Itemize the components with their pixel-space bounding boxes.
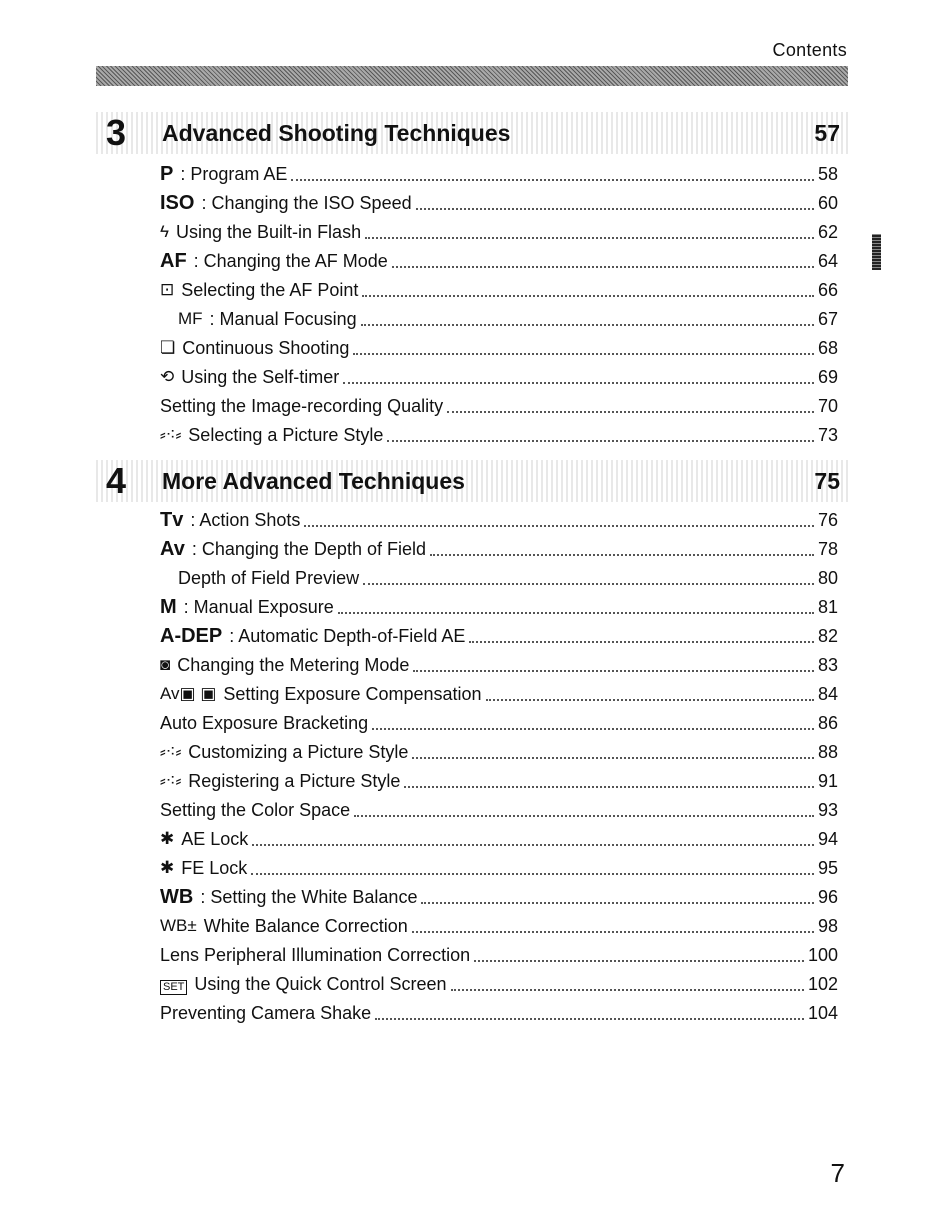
chapter-title: More Advanced Techniques bbox=[162, 468, 465, 494]
dot-leader bbox=[392, 266, 814, 268]
toc-entry[interactable] bbox=[160, 417, 838, 446]
metering-icon: ◙ bbox=[160, 655, 171, 674]
dot-leader bbox=[291, 179, 814, 181]
toc-entry-page: 62 bbox=[817, 222, 838, 242]
toc-entry[interactable] bbox=[160, 937, 838, 966]
toc-entry[interactable] bbox=[160, 676, 838, 705]
dot-leader bbox=[430, 554, 814, 556]
toc-entry-page: 58 bbox=[817, 164, 838, 184]
program-ae-icon: P bbox=[160, 163, 174, 185]
picture-style-icon: ⸗⁖⸗ bbox=[160, 742, 182, 761]
dot-leader bbox=[404, 786, 814, 788]
toc-entry-page: 80 bbox=[817, 568, 838, 588]
dot-leader bbox=[372, 728, 814, 730]
toc-entry-label: Using the Self-timer bbox=[181, 367, 340, 387]
toc-entry-label: Continuous Shooting bbox=[182, 338, 350, 358]
af-point-icon: ⊡ bbox=[160, 280, 175, 299]
toc-entry-page: 96 bbox=[817, 887, 838, 907]
tv-mode-icon: Tv bbox=[160, 509, 184, 531]
toc-entry[interactable] bbox=[160, 531, 838, 560]
toc-entry-page: 78 bbox=[817, 539, 838, 559]
dot-leader bbox=[451, 989, 804, 991]
toc-entry[interactable] bbox=[160, 647, 838, 676]
chapter-title: Advanced Shooting Techniques bbox=[162, 120, 511, 146]
toc-entry-label: : Changing the AF Mode bbox=[193, 251, 388, 271]
dot-leader bbox=[447, 411, 814, 413]
dot-leader bbox=[469, 641, 814, 643]
toc-entry[interactable] bbox=[160, 792, 838, 821]
toc-entry-label: : Setting the White Balance bbox=[200, 887, 418, 907]
toc-entry-page: 94 bbox=[817, 829, 838, 849]
toc-entry-page: 60 bbox=[817, 193, 838, 213]
toc-entry[interactable] bbox=[160, 272, 838, 301]
toc-entry[interactable] bbox=[160, 821, 838, 850]
toc-entry-label: : Program AE bbox=[180, 164, 288, 184]
iso-icon: ISO bbox=[160, 192, 195, 214]
toc-entry[interactable] bbox=[160, 359, 838, 388]
toc-entry-page: 69 bbox=[817, 367, 838, 387]
toc-list bbox=[160, 156, 838, 446]
toc-entry-page: 102 bbox=[807, 974, 838, 994]
toc-entry[interactable] bbox=[160, 763, 838, 792]
toc-entry-label: Changing the Metering Mode bbox=[177, 655, 410, 675]
toc-entry-label: Preventing Camera Shake bbox=[160, 1003, 372, 1023]
white-balance-icon: WB bbox=[160, 886, 194, 908]
wb-correction-icon: WB± bbox=[160, 916, 197, 935]
toc-entry-label: Setting Exposure Compensation bbox=[223, 684, 482, 704]
picture-style-icon: ⸗⁖⸗ bbox=[160, 425, 182, 444]
dot-leader bbox=[474, 960, 804, 962]
toc-entry-page: 95 bbox=[817, 858, 838, 878]
toc-entry[interactable] bbox=[160, 618, 838, 647]
dot-leader bbox=[361, 324, 814, 326]
chapter-heading[interactable] bbox=[96, 460, 848, 502]
toc-entry-label: : Changing the Depth of Field bbox=[191, 539, 426, 559]
toc-entry-label: : Changing the ISO Speed bbox=[201, 193, 412, 213]
toc-entry-page: 83 bbox=[817, 655, 838, 675]
running-header: Contents bbox=[772, 40, 847, 60]
toc-entry-page: 82 bbox=[817, 626, 838, 646]
chapter-page: 75 bbox=[814, 468, 840, 494]
dot-leader bbox=[362, 295, 814, 297]
toc-entry[interactable] bbox=[160, 243, 838, 272]
toc-entry-label: : Action Shots bbox=[190, 510, 301, 530]
dot-leader bbox=[421, 902, 814, 904]
toc-entry[interactable] bbox=[160, 502, 838, 531]
self-timer-icon: ⟲ bbox=[160, 367, 175, 386]
dot-leader bbox=[304, 525, 814, 527]
dot-leader bbox=[343, 382, 814, 384]
dot-leader bbox=[354, 815, 814, 817]
flash-icon: ϟ bbox=[160, 222, 169, 241]
toc-entry-label: Using the Quick Control Screen bbox=[194, 974, 447, 994]
exposure-compensation-icon: Av▣ ▣ bbox=[160, 684, 217, 703]
dot-leader bbox=[416, 208, 814, 210]
dot-leader bbox=[252, 844, 814, 846]
dot-leader bbox=[363, 583, 814, 585]
toc-entry[interactable] bbox=[160, 560, 838, 589]
ae-lock-icon: ✱ bbox=[160, 829, 175, 848]
toc-entry[interactable] bbox=[160, 879, 838, 908]
manual-focus-icon: MF bbox=[178, 309, 203, 328]
continuous-shooting-icon: ❏ bbox=[160, 338, 176, 357]
toc-entry-label: Registering a Picture Style bbox=[188, 771, 401, 791]
chapter-number: 4 bbox=[106, 460, 127, 501]
toc-entry[interactable] bbox=[160, 301, 838, 330]
toc-entry[interactable] bbox=[160, 850, 838, 879]
toc-entry-label: Selecting a Picture Style bbox=[188, 425, 384, 445]
toc-entry[interactable] bbox=[160, 705, 838, 734]
chapter-number: 3 bbox=[106, 112, 127, 153]
toc-entry-label: Depth of Field Preview bbox=[178, 568, 360, 588]
toc-entry[interactable] bbox=[160, 995, 838, 1024]
toc-entry[interactable] bbox=[160, 966, 838, 995]
quick-control-icon: SET bbox=[160, 980, 187, 995]
dot-leader bbox=[486, 699, 814, 701]
toc-entry[interactable] bbox=[160, 589, 838, 618]
toc-entry-page: 66 bbox=[817, 280, 838, 300]
toc-entry[interactable] bbox=[160, 330, 838, 359]
toc-entry-page: 93 bbox=[817, 800, 838, 820]
dot-leader bbox=[251, 873, 814, 875]
toc-entry-label: Lens Peripheral Illumination Correction bbox=[160, 945, 471, 965]
toc-entry-page: 91 bbox=[817, 771, 838, 791]
toc-entry-page: 84 bbox=[817, 684, 838, 704]
fe-lock-icon: ✱ bbox=[160, 858, 175, 877]
toc-entry-page: 70 bbox=[817, 396, 838, 416]
toc-entry-page: 68 bbox=[817, 338, 838, 358]
toc-entry[interactable] bbox=[160, 185, 838, 214]
page-number: 7 bbox=[830, 1158, 845, 1188]
toc-entry[interactable] bbox=[160, 156, 838, 185]
a-dep-icon: A-DEP bbox=[160, 625, 223, 647]
toc-entry-label: White Balance Correction bbox=[203, 916, 408, 936]
toc-entry-label: Auto Exposure Bracketing bbox=[160, 713, 369, 733]
toc-entry[interactable] bbox=[160, 734, 838, 763]
dot-leader bbox=[413, 670, 814, 672]
toc-entry-label: AE Lock bbox=[181, 829, 249, 849]
toc-entry-label: Selecting the AF Point bbox=[181, 280, 359, 300]
header-rule bbox=[96, 66, 848, 86]
toc-entry-page: 76 bbox=[817, 510, 838, 530]
chapter-heading[interactable] bbox=[96, 112, 848, 154]
toc-entry-page: 64 bbox=[817, 251, 838, 271]
toc-entry-page: 104 bbox=[807, 1003, 838, 1023]
toc-entry-page: 81 bbox=[817, 597, 838, 617]
toc-entry-label: Setting the Color Space bbox=[160, 800, 351, 820]
dot-leader bbox=[338, 612, 814, 614]
toc-entry-label: : Manual Exposure bbox=[183, 597, 334, 617]
chapter-thumb-tab bbox=[872, 234, 881, 270]
dot-leader bbox=[387, 440, 814, 442]
picture-style-icon: ⸗⁖⸗ bbox=[160, 771, 182, 790]
toc-entry-page: 88 bbox=[817, 742, 838, 762]
dot-leader bbox=[412, 931, 814, 933]
toc-entry-page: 73 bbox=[817, 425, 838, 445]
toc-entry-label: Using the Built-in Flash bbox=[176, 222, 362, 242]
dot-leader bbox=[412, 757, 814, 759]
toc-entry-label: : Manual Focusing bbox=[209, 309, 357, 329]
toc-entry[interactable] bbox=[160, 908, 838, 937]
dot-leader bbox=[365, 237, 814, 239]
dot-leader bbox=[353, 353, 814, 355]
toc-list bbox=[160, 502, 838, 1024]
manual-mode-icon: M bbox=[160, 596, 177, 618]
chapter-page: 57 bbox=[814, 120, 840, 146]
af-icon: AF bbox=[160, 250, 187, 272]
dot-leader bbox=[375, 1018, 804, 1020]
av-mode-icon: Av bbox=[160, 538, 185, 560]
toc-entry-label: FE Lock bbox=[181, 858, 248, 878]
toc-entry-page: 100 bbox=[807, 945, 838, 965]
toc-entry-label: Setting the Image-recording Quality bbox=[160, 396, 444, 416]
toc-entry-page: 98 bbox=[817, 916, 838, 936]
toc-entry-label: : Automatic Depth-of-Field AE bbox=[229, 626, 466, 646]
toc-entry[interactable] bbox=[160, 214, 838, 243]
toc-entry-label: Customizing a Picture Style bbox=[188, 742, 409, 762]
toc-entry-page: 86 bbox=[817, 713, 838, 733]
toc-entry[interactable] bbox=[160, 388, 838, 417]
toc-entry-page: 67 bbox=[817, 309, 838, 329]
